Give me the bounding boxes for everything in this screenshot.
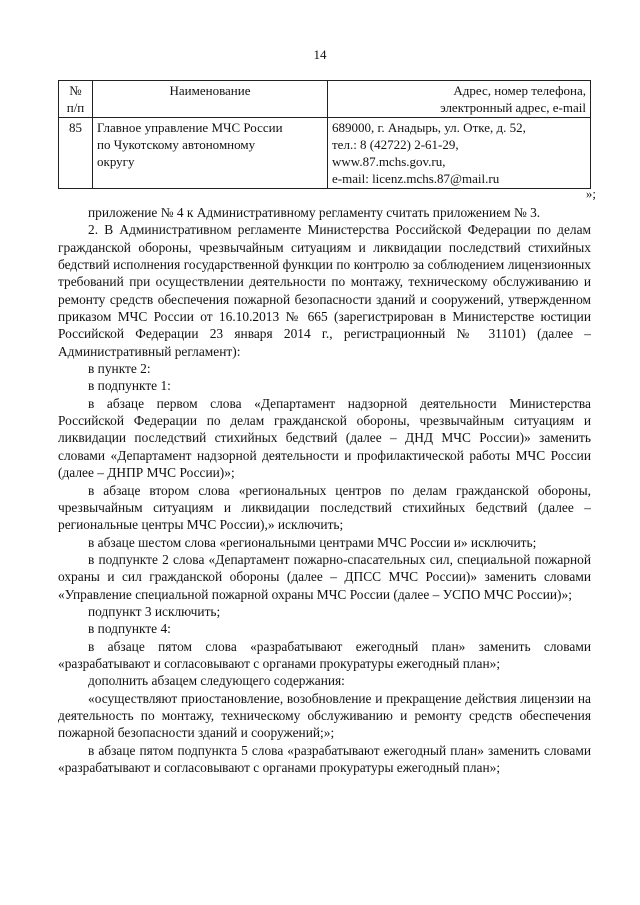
table-header-row xyxy=(59,81,591,118)
paragraph: дополнить абзацем следующего содержания: xyxy=(88,673,345,689)
paragraph: «осуществляют приостановление, возобновление и прекращение действия лицензии на деятельность по монтажу, техническому обслуживанию и ремонту средств обеспечения пожарной безопасности зданий и сооружений;»; xyxy=(58,690,591,741)
column-header-number-line2: п/п xyxy=(66,100,85,115)
paragraph: в абзаце пятом подпункта 5 слова «разрабатывают ежегодный план» заменить словами «разрабатывают и согласовывают с органами прокуратуры ежегодный план»; xyxy=(58,742,591,775)
document-body xyxy=(58,204,591,776)
paragraph: приложение № 4 к Административному регламенту считать приложением № 3. xyxy=(88,205,541,220)
paragraph: подпункт 3 исключить; xyxy=(88,603,221,619)
table-row xyxy=(59,118,591,189)
column-header-address xyxy=(328,81,591,118)
column-header-number-line1: № xyxy=(69,83,82,98)
row-address xyxy=(328,118,591,189)
paragraph: в абзаце пятом слова «разрабатывают ежегодный план» заменить словами «разрабатывают и согласовывают с органами прокуратуры ежегодный план»; xyxy=(58,638,591,671)
row-address-line: 689000, г. Анадырь, ул. Отке, д. 52, xyxy=(332,120,526,135)
paragraph: в подпункте 2 слова «Департамент пожарно-спасательных сил, специальной пожарной охраны и сил гражданской обороны (далее – ДПСС МЧС России)» заменить словами «Управление специальной пожарной охраны МЧС России (далее – УСПО МЧС России)»; xyxy=(58,551,591,602)
paragraph: 2. В Административном регламенте Министерства Российской Федерации по делам гражданской обороны, чрезвычайным ситуациям и ликвидации последствий стихийных бедствий исполнения государственной функции по контролю за соблюдением лицензионных требований при осуществлении деятельности по монтажу, техническому обслуживанию и ремонту средств обеспечения пожарной безопасности зданий и сооружений, утвержденном приказом МЧС России от 16.10.2013 № 665 (зарегистрирован в Министерстве юстиции Российской Федерации 23 января 2014 г., регистрационный № 31101) (далее – Административный регламент): xyxy=(58,222,591,359)
row-name-line: Главное управление МЧС России xyxy=(97,120,283,135)
column-header-number xyxy=(59,81,93,118)
row-name-line: по Чукотскому автономному xyxy=(97,137,256,152)
row-address-line: тел.: 8 (42722) 2-61-29, xyxy=(332,137,459,152)
column-header-name: Наименование xyxy=(93,81,328,118)
paragraph: в абзаце первом слова «Департамент надзорной деятельности Министерства Российской Федерации по делам гражданской обороны, чрезвычайным ситуациям и ликвидации последствий стихийных бедствий (далее – ДНД МЧС России)» заменить словами «Департамент надзорной деятельности и профилактической работы МЧС России (далее – ДНПР МЧС России)»; xyxy=(58,395,591,481)
licensing-authority-table xyxy=(58,80,591,189)
paragraph: в подпункте 4: xyxy=(88,621,171,637)
paragraph: в подпункте 1: xyxy=(88,378,171,394)
row-address-line: e-mail: licenz.mchs.87@mail.ru xyxy=(332,171,500,186)
row-name-line: округу xyxy=(97,154,135,169)
column-header-address-line2: электронный адрес, e-mail xyxy=(440,100,586,115)
row-address-line: www.87.mchs.gov.ru, xyxy=(332,154,446,169)
page-number: 14 xyxy=(313,47,327,62)
closing-quote: »; xyxy=(585,186,596,201)
paragraph: в пункте 2: xyxy=(88,361,151,377)
paragraph: в абзаце втором слова «региональных центров по делам гражданской обороны, чрезвычайным ситуациям и ликвидации последствий стихийных бедствий (далее – региональные центры МЧС России),» исключить; xyxy=(58,482,591,533)
row-number: 85 xyxy=(59,118,93,189)
row-name xyxy=(93,118,328,189)
paragraph: в абзаце шестом слова «региональными центрами МЧС России и» исключить; xyxy=(88,534,537,550)
column-header-address-line1: Адрес, номер телефона, xyxy=(453,83,586,98)
